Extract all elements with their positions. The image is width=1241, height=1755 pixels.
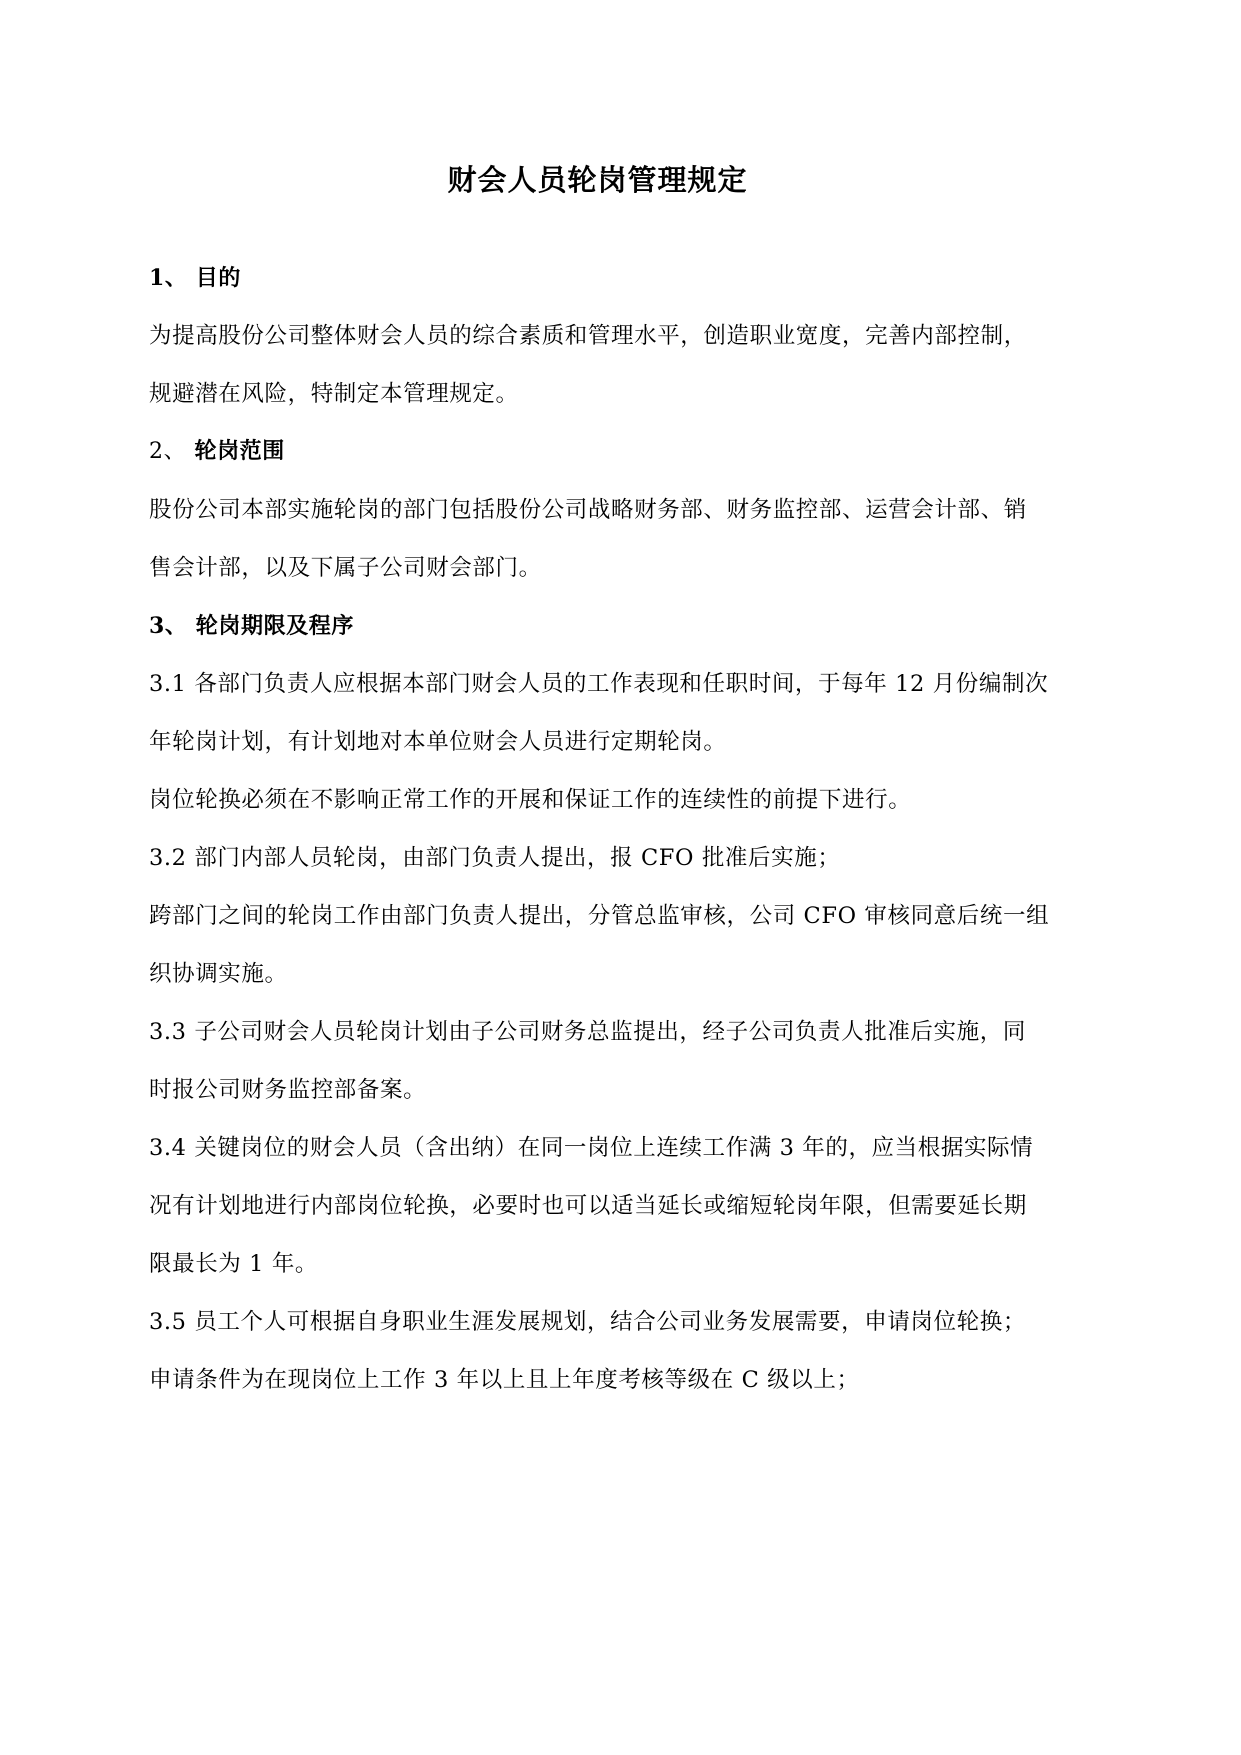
section-number: 1、: [149, 265, 188, 291]
section-number: 3、: [149, 613, 188, 639]
section-heading-2: [149, 437, 285, 467]
section-heading-text: 轮岗期限及程序: [195, 614, 354, 639]
paragraph-line: 为提高股份公司整体财会人员的综合素质和管理水平，创造职业宽度，完善内部控制，: [149, 323, 1027, 349]
paragraph-line: 限最长为 1 年。: [149, 1251, 319, 1277]
paragraph-line: 时报公司财务监控部备案。: [149, 1077, 427, 1103]
document-title: 财会人员轮岗管理规定: [447, 163, 748, 197]
paragraph-line: 岗位轮换必须在不影响正常工作的开展和保证工作的连续性的前提下进行。: [149, 787, 912, 813]
paragraph-line: 年轮岗计划，有计划地对本单位财会人员进行定期轮岗。: [149, 729, 727, 755]
paragraph-line: 跨部门之间的轮岗工作由部门负责人提出，分管总监审核，公司 CFO 审核同意后统一组: [149, 903, 1050, 929]
paragraph-line: 股份公司本部实施轮岗的部门包括股份公司战略财务部、财务监控部、运营会计部、销: [149, 497, 1027, 523]
section-number: 2、: [149, 439, 187, 464]
paragraph-line: 3.5 员工个人可根据自身职业生涯发展规划，结合公司业务发展需要，申请岗位轮换；: [149, 1309, 1026, 1335]
section-heading-3: [149, 611, 354, 642]
paragraph-line: 况有计划地进行内部岗位轮换，必要时也可以适当延长或缩短轮岗年限，但需要延长期: [149, 1193, 1027, 1219]
paragraph-line: 3.4 关键岗位的财会人员（含出纳）在同一岗位上连续工作满 3 年的，应当根据实际情: [149, 1135, 1034, 1161]
section-heading-text: 目的: [195, 266, 241, 291]
paragraph-line: 规避潜在风险，特制定本管理规定。: [149, 381, 519, 407]
paragraph-line: 织协调实施。: [149, 961, 288, 987]
paragraph-line: 3.3 子公司财会人员轮岗计划由子公司财务总监提出，经子公司负责人批准后实施，同: [149, 1019, 1026, 1045]
paragraph-line: 申请条件为在现岗位上工作 3 年以上且上年度考核等级在 C 级以上；: [149, 1367, 860, 1393]
paragraph-line: 3.2 部门内部人员轮岗，由部门负责人提出，报 CFO 批准后实施；: [149, 845, 841, 871]
section-heading-text: 轮岗范围: [194, 439, 285, 464]
paragraph-line: 3.1 各部门负责人应根据本部门财会人员的工作表现和任职时间，于每年 12 月份编制次: [149, 671, 1049, 697]
section-heading-1: [149, 263, 241, 294]
paragraph-line: 售会计部，以及下属子公司财会部门。: [149, 555, 542, 581]
